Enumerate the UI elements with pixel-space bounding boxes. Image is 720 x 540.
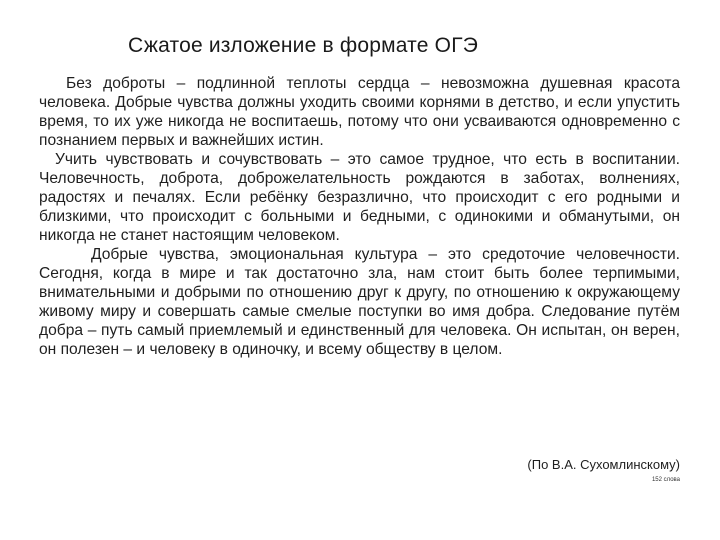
word-count: 152 слова — [651, 477, 680, 483]
text-body — [39, 74, 680, 359]
paragraph-2: Учить чувствовать и сочувствовать – это самое трудное, что есть в воспитании. Человечность, доброта, доброжелательность рождаются в заботах, волнениях, радостях и печалях. Если ребёнку безразлично, что происходит с его родными и близкими, что происходит с больными и бедными, с одинокими и обманутыми, он никогда не станет настоящим человеком. — [39, 151, 680, 244]
page-title: Сжатое изложение в формате ОГЭ — [128, 34, 479, 57]
attribution: (По В.А. Сухомлинскому) — [527, 457, 680, 472]
paragraph-3: Добрые чувства, эмоциональная культура – это средоточие человечности. Сегодня, когда в мире и так достаточно зла, нам стоит быть более терпимыми, внимательными и добрыми по отношению друг к другу, по отношению к окружающему живому миру и совершать самые смелые поступки во имя добра. Следование путём добра – путь самый приемлемый и единственный для человека. Он испытан, он верен, он полезен – и человеку в одиночку, и всему обществу в целом. — [39, 246, 680, 358]
paragraph-1: Без доброты – подлинной теплоты сердца – невозможна душевная красота человека. Добрые чувства должны уходить своими корнями в детство, и если упустить время, то их уже никогда не воспитаешь, потому что они усваиваются одновременно с познанием первых и важнейших истин. — [39, 75, 680, 149]
